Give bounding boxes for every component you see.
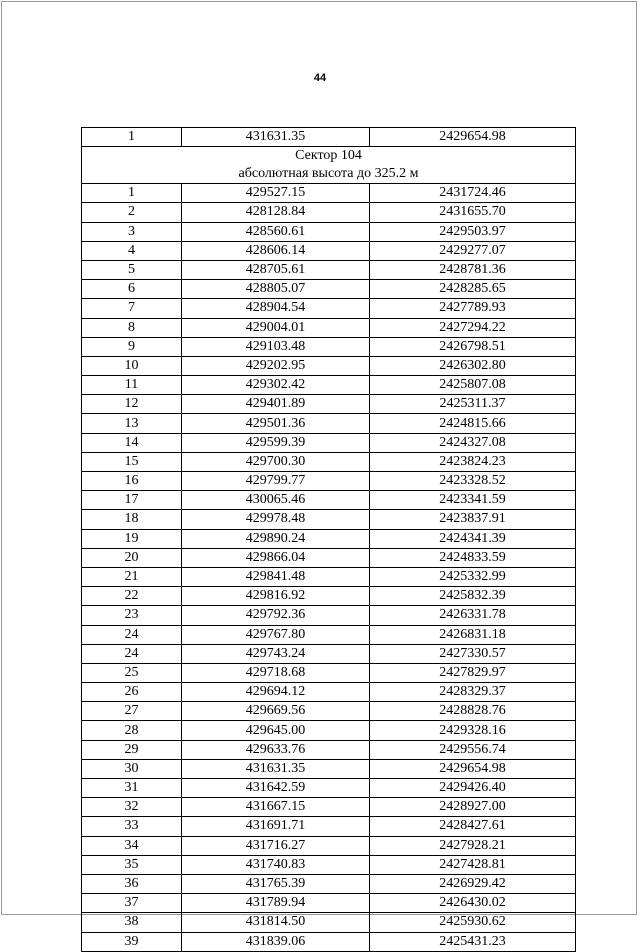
point-number-cell: 9: [82, 337, 182, 356]
table-row: [82, 222, 576, 241]
sector-altitude: абсолютная высота до 325.2 м: [238, 166, 419, 182]
y-coordinate-cell: 2423837.91: [370, 510, 576, 529]
x-coordinate-cell: 431631.35: [182, 128, 370, 147]
table-row: [82, 356, 576, 375]
y-coordinate-cell: 2428781.36: [370, 260, 576, 279]
point-number-cell: 3: [82, 222, 182, 241]
point-number-cell: 23: [82, 606, 182, 625]
point-number-cell: 30: [82, 759, 182, 778]
x-coordinate-cell: 429700.30: [182, 452, 370, 471]
x-coordinate-cell: 429004.01: [182, 318, 370, 337]
table-row: [82, 472, 576, 491]
page-number: 44: [313, 72, 327, 84]
y-coordinate-cell: 2425930.62: [370, 913, 576, 932]
x-coordinate-cell: 431839.06: [182, 932, 370, 951]
x-coordinate-cell: 431642.59: [182, 779, 370, 798]
y-coordinate-cell: 2429426.40: [370, 779, 576, 798]
point-number-cell: 20: [82, 548, 182, 567]
x-coordinate-cell: 429501.36: [182, 414, 370, 433]
point-number-cell: 27: [82, 702, 182, 721]
point-number-cell: 29: [82, 740, 182, 759]
point-number-cell: 37: [82, 894, 182, 913]
y-coordinate-cell: 2425807.08: [370, 376, 576, 395]
y-coordinate-cell: 2425431.23: [370, 932, 576, 951]
table-row: [82, 280, 576, 299]
coordinates-table: [81, 127, 576, 952]
point-number-cell: 1: [82, 184, 182, 203]
table-row: [82, 798, 576, 817]
point-number-cell: 6: [82, 280, 182, 299]
y-coordinate-cell: 2424815.66: [370, 414, 576, 433]
y-coordinate-cell: 2429328.16: [370, 721, 576, 740]
point-number-cell: 2: [82, 203, 182, 222]
table-row: [82, 414, 576, 433]
y-coordinate-cell: 2426831.18: [370, 625, 576, 644]
x-coordinate-cell: 428560.61: [182, 222, 370, 241]
point-number-cell: 7: [82, 299, 182, 318]
table-row: [82, 740, 576, 759]
y-coordinate-cell: 2428828.76: [370, 702, 576, 721]
y-coordinate-cell: 2425832.39: [370, 587, 576, 606]
table-row: [82, 376, 576, 395]
x-coordinate-cell: 429527.15: [182, 184, 370, 203]
y-coordinate-cell: 2426929.42: [370, 874, 576, 893]
sector-title: Сектор 104: [295, 148, 362, 164]
point-number-cell: 19: [82, 529, 182, 548]
x-coordinate-cell: 429202.95: [182, 356, 370, 375]
point-number-cell: 11: [82, 376, 182, 395]
table-row: [82, 452, 576, 471]
point-number-cell: 14: [82, 433, 182, 452]
table-row: [82, 260, 576, 279]
sector-header-row: [82, 147, 576, 184]
x-coordinate-cell: 431691.71: [182, 817, 370, 836]
table-row: [82, 567, 576, 586]
table-row: [82, 241, 576, 260]
point-number-cell: 21: [82, 567, 182, 586]
point-number-cell: 17: [82, 491, 182, 510]
y-coordinate-cell: 2427294.22: [370, 318, 576, 337]
y-coordinate-cell: 2423328.52: [370, 472, 576, 491]
x-coordinate-cell: 431740.83: [182, 855, 370, 874]
table-row: [82, 587, 576, 606]
table-row: [82, 491, 576, 510]
x-coordinate-cell: 429792.36: [182, 606, 370, 625]
x-coordinate-cell: 429103.48: [182, 337, 370, 356]
y-coordinate-cell: 2425311.37: [370, 395, 576, 414]
point-number-cell: 10: [82, 356, 182, 375]
y-coordinate-cell: 2423824.23: [370, 452, 576, 471]
point-number-cell: 18: [82, 510, 182, 529]
x-coordinate-cell: 429978.48: [182, 510, 370, 529]
x-coordinate-cell: 429302.42: [182, 376, 370, 395]
y-coordinate-cell: 2426331.78: [370, 606, 576, 625]
y-coordinate-cell: 2428285.65: [370, 280, 576, 299]
point-number-cell: 5: [82, 260, 182, 279]
x-coordinate-cell: 431814.50: [182, 913, 370, 932]
y-coordinate-cell: 2427928.21: [370, 836, 576, 855]
point-number-cell: 28: [82, 721, 182, 740]
y-coordinate-cell: 2427330.57: [370, 644, 576, 663]
table-row: [82, 721, 576, 740]
x-coordinate-cell: 429633.76: [182, 740, 370, 759]
point-number-cell: 26: [82, 683, 182, 702]
y-coordinate-cell: 2425332.99: [370, 567, 576, 586]
y-coordinate-cell: 2428329.37: [370, 683, 576, 702]
table-row: [82, 932, 576, 951]
x-coordinate-cell: 429767.80: [182, 625, 370, 644]
table-row: [82, 779, 576, 798]
y-coordinate-cell: 2431724.46: [370, 184, 576, 203]
table-row: [82, 894, 576, 913]
y-coordinate-cell: 2429556.74: [370, 740, 576, 759]
point-number-cell: 1: [82, 128, 182, 147]
y-coordinate-cell: 2429654.98: [370, 128, 576, 147]
point-number-cell: 8: [82, 318, 182, 337]
table-row: [82, 299, 576, 318]
table-row: [82, 548, 576, 567]
table-row: [82, 529, 576, 548]
sector-header-cell: [82, 147, 576, 184]
point-number-cell: 39: [82, 932, 182, 951]
point-number-cell: 12: [82, 395, 182, 414]
y-coordinate-cell: 2429503.97: [370, 222, 576, 241]
y-coordinate-cell: 2428427.61: [370, 817, 576, 836]
point-number-cell: 16: [82, 472, 182, 491]
point-number-cell: 32: [82, 798, 182, 817]
x-coordinate-cell: 431667.15: [182, 798, 370, 817]
y-coordinate-cell: 2429654.98: [370, 759, 576, 778]
x-coordinate-cell: 429866.04: [182, 548, 370, 567]
table-row: [82, 606, 576, 625]
y-coordinate-cell: 2426798.51: [370, 337, 576, 356]
x-coordinate-cell: 428606.14: [182, 241, 370, 260]
table-row: [82, 836, 576, 855]
table-row: [82, 203, 576, 222]
y-coordinate-cell: 2423341.59: [370, 491, 576, 510]
table-body: [82, 128, 576, 952]
point-number-cell: 25: [82, 663, 182, 682]
x-coordinate-cell: 428805.07: [182, 280, 370, 299]
table-row: [82, 913, 576, 932]
y-coordinate-cell: 2424833.59: [370, 548, 576, 567]
point-number-cell: 15: [82, 452, 182, 471]
x-coordinate-cell: 429799.77: [182, 472, 370, 491]
x-coordinate-cell: 429401.89: [182, 395, 370, 414]
x-coordinate-cell: 429645.00: [182, 721, 370, 740]
table-row-first: [82, 128, 576, 147]
y-coordinate-cell: 2424327.08: [370, 433, 576, 452]
y-coordinate-cell: 2427428.81: [370, 855, 576, 874]
y-coordinate-cell: 2429277.07: [370, 241, 576, 260]
y-coordinate-cell: 2426430.02: [370, 894, 576, 913]
table-row: [82, 510, 576, 529]
point-number-cell: 13: [82, 414, 182, 433]
x-coordinate-cell: 429669.56: [182, 702, 370, 721]
table-row: [82, 663, 576, 682]
x-coordinate-cell: 429890.24: [182, 529, 370, 548]
x-coordinate-cell: 429718.68: [182, 663, 370, 682]
table-row: [82, 759, 576, 778]
point-number-cell: 34: [82, 836, 182, 855]
table-row: [82, 702, 576, 721]
table-row: [82, 874, 576, 893]
x-coordinate-cell: 429743.24: [182, 644, 370, 663]
point-number-cell: 4: [82, 241, 182, 260]
table-row: [82, 433, 576, 452]
table-row: [82, 644, 576, 663]
y-coordinate-cell: 2427829.97: [370, 663, 576, 682]
table-row: [82, 625, 576, 644]
x-coordinate-cell: 430065.46: [182, 491, 370, 510]
x-coordinate-cell: 431789.94: [182, 894, 370, 913]
y-coordinate-cell: 2426302.80: [370, 356, 576, 375]
table-row: [82, 683, 576, 702]
x-coordinate-cell: 429816.92: [182, 587, 370, 606]
table-row: [82, 817, 576, 836]
point-number-cell: 38: [82, 913, 182, 932]
y-coordinate-cell: 2428927.00: [370, 798, 576, 817]
point-number-cell: 33: [82, 817, 182, 836]
table-row: [82, 855, 576, 874]
table-row: [82, 318, 576, 337]
x-coordinate-cell: 431631.35: [182, 759, 370, 778]
point-number-cell: 22: [82, 587, 182, 606]
y-coordinate-cell: 2431655.70: [370, 203, 576, 222]
y-coordinate-cell: 2427789.93: [370, 299, 576, 318]
x-coordinate-cell: 429841.48: [182, 567, 370, 586]
table-row: [82, 395, 576, 414]
point-number-cell: 31: [82, 779, 182, 798]
y-coordinate-cell: 2424341.39: [370, 529, 576, 548]
x-coordinate-cell: 429599.39: [182, 433, 370, 452]
x-coordinate-cell: 428705.61: [182, 260, 370, 279]
table-row: [82, 184, 576, 203]
point-number-cell: 24: [82, 625, 182, 644]
x-coordinate-cell: 428904.54: [182, 299, 370, 318]
x-coordinate-cell: 428128.84: [182, 203, 370, 222]
x-coordinate-cell: 431716.27: [182, 836, 370, 855]
table-row: [82, 337, 576, 356]
x-coordinate-cell: 429694.12: [182, 683, 370, 702]
point-number-cell: 35: [82, 855, 182, 874]
x-coordinate-cell: 431765.39: [182, 874, 370, 893]
point-number-cell: 36: [82, 874, 182, 893]
point-number-cell: 24: [82, 644, 182, 663]
